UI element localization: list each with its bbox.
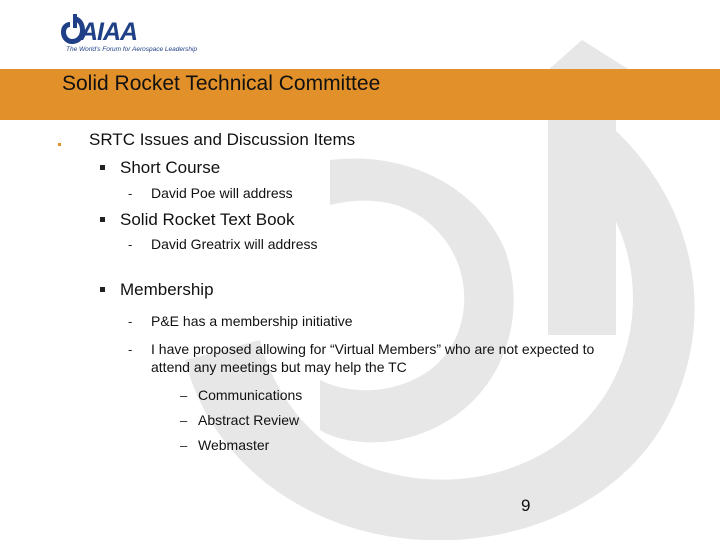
role-item: Abstract Review — [198, 412, 300, 428]
membership-note-2-line-2: attend any meetings but may help the TC — [151, 359, 407, 375]
bullet-dash: – — [180, 413, 188, 428]
bullet-dash: - — [128, 342, 133, 357]
role-item: Webmaster — [198, 437, 270, 453]
slide-title: Solid Rocket Technical Committee — [62, 72, 381, 95]
short-course-note: David Poe will address — [151, 185, 293, 201]
bullet-dash: – — [180, 388, 188, 403]
watermark-shaft — [548, 105, 616, 335]
logo-wordmark: AIAA — [80, 18, 138, 46]
watermark-inner-shape — [320, 158, 514, 442]
bullet-square — [100, 217, 105, 222]
bullet-square — [100, 287, 105, 292]
membership-item: Membership — [120, 280, 214, 299]
aiaa-logo — [60, 12, 198, 60]
bullet-dash: - — [128, 314, 133, 329]
bullet-dash: – — [180, 438, 188, 453]
bullet-square — [100, 165, 105, 170]
text-book-item: Solid Rocket Text Book — [120, 210, 295, 229]
short-course-item: Short Course — [120, 158, 221, 177]
bullet-dash: - — [128, 237, 133, 252]
page-number: 9 — [521, 496, 531, 515]
logo-tagline: The World's Forum for Aerospace Leadership — [66, 46, 198, 53]
membership-note-2-line-1: I have proposed allowing for “Virtual Members” who are not expected to — [151, 341, 595, 357]
bullet-dash: - — [128, 186, 133, 201]
role-item: Communications — [198, 387, 303, 403]
membership-note-1: P&E has a membership initiative — [151, 313, 353, 329]
bullet-dot — [58, 143, 61, 146]
heading-item: SRTC Issues and Discussion Items — [89, 130, 356, 149]
text-book-note: David Greatrix will address — [151, 236, 318, 252]
